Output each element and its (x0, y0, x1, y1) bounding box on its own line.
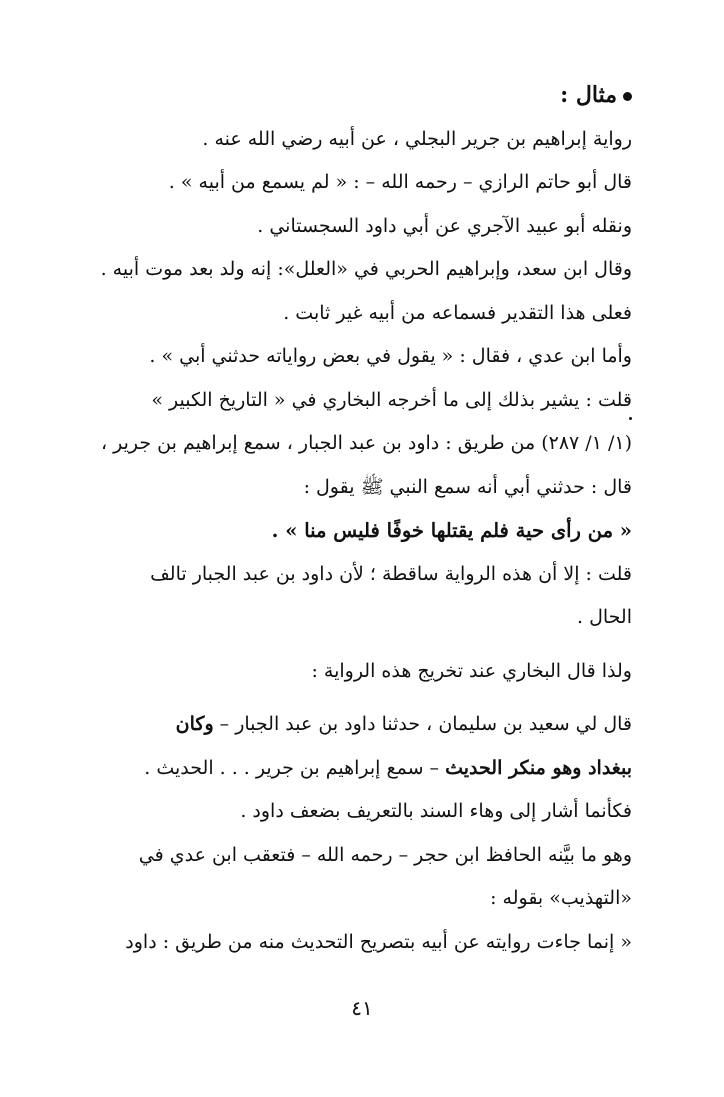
section-heading (96, 74, 632, 118)
bukhari-text: – سمع إبراهيم بن جرير . . . الحديث . (144, 756, 446, 779)
text-line: وأما ابن عدي ، فقال : « يقول في بعض رواياته حدثني أبي » . (149, 345, 632, 367)
text-line: قال : حدثني أبي أنه سمع النبي ﷺ يقول : (303, 475, 632, 498)
bukhari-text: قال لي سعيد بن سليمان ، حدثنا داود بن عبد الجبار – (213, 713, 632, 735)
text-line: (١/ ١/ ٢٨٧) من طريق : داود بن عبد الجبار ، سمع إبراهيم بن جرير ، (100, 432, 632, 454)
hadith-quote: « من رأى حية فلم يقتلها خوفًا فليس منا » . (271, 519, 632, 542)
text-line: وهو ما بيَّنه الحافظ ابن حجر – رحمه الله – فتعقب ابن عدي في (138, 843, 632, 866)
bukhari-bold: ببغداد وهو منكر الحديث (445, 756, 632, 779)
body-text (96, 74, 632, 964)
page-number: ٤١ (351, 996, 373, 1020)
bukhari-quote-line-1 (96, 703, 632, 747)
bukhari-bold: وكان (175, 713, 214, 735)
text-line: وقال ابن سعد، وإبراهيم الحربي في «العلل»: إنه ولد بعد موت أبيه . (100, 258, 632, 280)
text-line: « إنما جاءت روايته عن أبيه بتصريح التحديث منه من طريق : داود (125, 930, 632, 953)
heading-text: مثال : (560, 82, 617, 108)
text-line: رواية إبراهيم بن جرير البجلي ، عن أبيه رضي الله عنه . (202, 127, 632, 150)
text-line: فعلى هذا التقدير فسماعه من أبيه غير ثابت . (283, 301, 632, 324)
text-line: قال أبو حاتم الرازي – رحمه الله – : « لم يسمع من أبيه » . (168, 171, 632, 193)
text-line: الحال . (576, 606, 632, 628)
bukhari-quote-line-2 (96, 747, 632, 791)
text-line: فكأنما أشار إلى وهاء السند بالتعريف بضعف داود . (240, 800, 632, 822)
text-line: ونقله أبو عبيد الآجري عن أبي داود السجستاني . (257, 214, 632, 237)
text-line: «التهذيب» بقوله : (490, 887, 632, 909)
text-line: ولذا قال البخاري عند تخريج هذه الرواية : (311, 659, 632, 682)
bullet-icon (623, 92, 632, 101)
text-line: قلت : يشير بذلك إلى ما أخرجه البخاري في « التاريخ الكبير » (151, 388, 632, 411)
text-line: قلت : إلا أن هذه الرواية ساقطة ؛ لأن داود بن عبد الجبار تالف (150, 562, 632, 585)
